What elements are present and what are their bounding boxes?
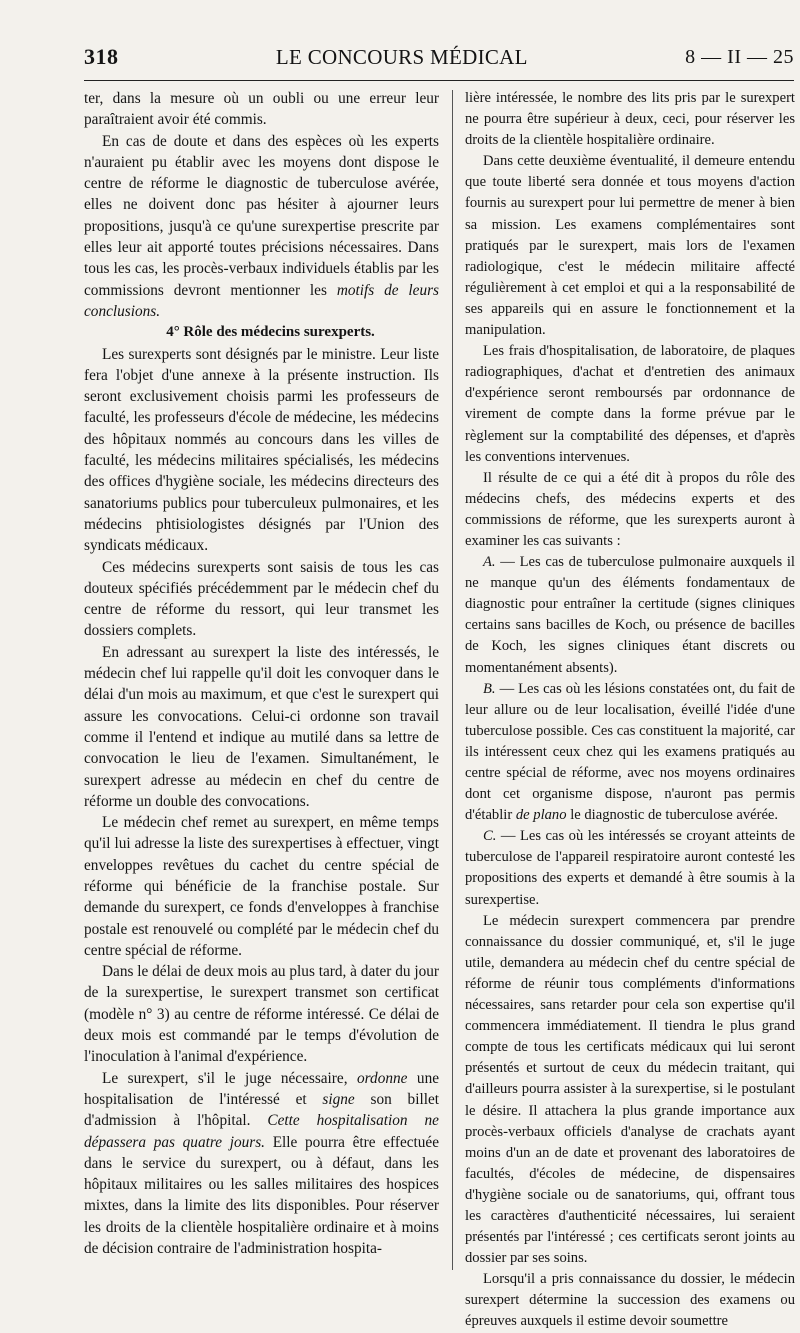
paragraph: Les surexperts sont désignés par le ministre. Leur liste fera l'objet d'une annexe à la présente instruction. Ils seront exclusivement choisis parmi les professeurs de faculté, les professeurs d'école de médecine, les médecins des hôpitaux nommés au concours dans les villes de faculté, les médecins militaires spécialisés, les médecins des offices d'hygiène sociale, les médecins directeurs des sanatoriums publics pour tuberculeux pulmonaires, et les médecins phtisiologistes désignés par l'Union des syndicats médicaux. [84, 345, 439, 555]
list-item: A. — Les cas de tuberculose pulmonaire auxquels il ne manque qu'un des éléments fondamentaux de diagnostic pour entraîner la certitude (signes cliniques certains sans bacilles de Koch, ou présence de bacilles de Koch, les signes cliniques étant discrets ou momentanément absents). [465, 554, 795, 676]
paragraph: Le médecin chef remet au surexpert, en même temps qu'il lui adresse la liste des surexpertises à effectuer, vingt enveloppes revêtues du cachet du centre spécial de réforme qui bénéficie de la franchise postale. Sur demande du surexpert, ce fonds d'enveloppes à franchise postale est renouvelé ou complété par le médecin chef du centre spécial de réforme. [84, 814, 439, 959]
left-column [84, 88, 439, 1259]
running-header [84, 40, 794, 74]
paragraph: Lorsqu'il a pris connaissance du dossier, le médecin surexpert détermine la succession des examens ou épreuves auxquels il estime devoir soumettre [465, 1271, 795, 1330]
column-divider [452, 90, 453, 1270]
paragraph: Les frais d'hospitalisation, de laboratoire, de plaques radiographiques, d'achat et d'entretien des animaux d'expérience seront remboursés par ordonnance de virement de compte dans la forme prévue par le règlement sur la comptabilité des dépenses, et d'après les conventions intervenues. [465, 343, 795, 465]
paragraph: ter, dans la mesure où un oubli ou une erreur leur paraîtraient avoir été commis. [84, 90, 439, 129]
item-label: A. [483, 554, 496, 571]
paragraph: Dans le délai de deux mois au plus tard, à dater du jour de la surexpertise, le surexpert transmet son certificat (modèle n° 3) au centre de réforme intéressé. Ce délai de deux mois est commandé par le temps d'évolution de l'inoculation à l'animal d'expérience. [84, 963, 439, 1066]
section-heading: 4° Rôle des médecins surexperts. [166, 324, 375, 341]
list-item: B. — Les cas où les lésions constatées ont, du fait de leur allure ou de leur localisation, éveillé l'idée d'une tuberculose possible. Ces cas constituent la majorité, car ils intéressent ceux chez qui les examens pratiqués au centre spécial de réforme, avec nos moyens ordinaires dont cet organisme dispose, n'auront pas permis d'établir de plano le diagnostic de tuberculose avérée. [465, 680, 795, 824]
paragraph: Ces médecins surexperts sont saisis de tous les cas douteux spécifiés précédemment par le médecin chef du centre de réforme du ressort, qui leur transmet les dossiers complets. [84, 558, 439, 640]
paragraph: lière intéressée, le nombre des lits pris par le surexpert ne pourra être supérieur à deux, ceci, pour réserver les droits de la clientèle hospitalière ordinaire. [465, 90, 795, 149]
paragraph: Le surexpert, s'il le juge nécessaire, ordonne une hospitalisation de l'intéressé et signe son billet d'admission à l'hôpital. Cette hospitalisation ne dépassera pas quatre jours. Elle pourra être effectuée dans le service du surexpert, ou à défaut, dans les hôpitaux militaires ou les salles militaires des hospices mixtes, dans la limite des lits disponibles. Pour réserver les droits de la clientèle hospitalière ordinaire et à moins de décision contraire de l'administration hospita- [84, 1069, 440, 1258]
item-label: C. [483, 828, 497, 845]
paragraph: Le médecin surexpert commencera par prendre connaissance du dossier communiqué, et, s'il le juge utile, demandera au médecin chef du centre spécial de réforme de réunir tous compléments d'informations nécessaires, sans retarder pour cela son expertise qu'il commencera immédiatement. Il tiendra le plus grand compte de tous les certificats médicaux qui lui seront présentés et surtout de ceux du médecin traitant, qui d'ailleurs pourra assister à la surexpertise, si le postulant le désire. Il attachera la plus grande importance aux procès-verbaux officiels d'analyse de crachats ayant moins d'un an de date et provenant des laboratoires de facultés, d'écoles de médecine, de dispensaires d'hygiène sociale ou de sanatoriums, qui, offrant tous les caractères d'authenticité nécessaires, lui seraient présentés par l'intéressé ; ces certificats seront joints au dossier par ses soins. [465, 912, 795, 1267]
emphasis-text: motifs de leurs conclusions. [84, 281, 440, 320]
paragraph: Il résulte de ce qui a été dit à propos du rôle des médecins chefs, des médecins experts et des commissions de réforme, que les surexperts auront à examiner les cas suivants : [465, 469, 795, 549]
list-item: C. — Les cas où les intéressés se croyant atteints de tuberculose de l'appareil respiratoire auront contesté les propositions des experts et demandé à être soumis à la surexpertise. [465, 828, 795, 908]
journal-title: LE CONCOURS MÉDICAL [275, 44, 528, 69]
right-column [465, 88, 795, 1333]
paragraph: Dans cette deuxième éventualité, il demeure entendu que toute liberté sera donnée et tous moyens d'action fournis au surexpert pour lui permettre de mener à bien sa mission. Les examens complémentaires sont pratiqués par le surexpert, mais lors de l'examen radiologique, c'est le médecin militaire affecté régulièrement à cet emploi et qui a la responsabilité de ses appareils qui en assure le fonctionnement et la manipulation. [465, 153, 795, 339]
issue-date: 8 — II — 25 [685, 45, 794, 68]
paragraph: En adressant au surexpert la liste des intéressés, le médecin chef lui rappelle qu'il doit les convoquer dans le délai d'un mois au maximum, et que c'est le surexpert qui assure les convocations. Celui-ci ordonne son travail comme il l'entend et indique au mutilé dans sa lettre de convocation le lieu de l'examen. Simultanément, le surexpert adresse au médecin en chef du centre de réforme un double des convocations. [84, 643, 439, 810]
header-rule [84, 80, 794, 81]
item-label: B. [483, 680, 496, 697]
paragraph: En cas de doute et dans des espèces où les experts n'auraient pu établir avec les moyens dont dispose le centre de réforme le diagnostic de tuberculose avérée, elles ne doivent donc pas hésiter à ajourner leurs propositions, jusqu'à ce qu'une surexpertise prescrite par elles leur ait apporté toutes précisions nécessaires. Dans tous les cas, les procès-verbaux individuels établis par les commissions devront mentionner les motifs de leurs conclusions. [84, 132, 440, 320]
page-number: 318 [84, 44, 119, 69]
